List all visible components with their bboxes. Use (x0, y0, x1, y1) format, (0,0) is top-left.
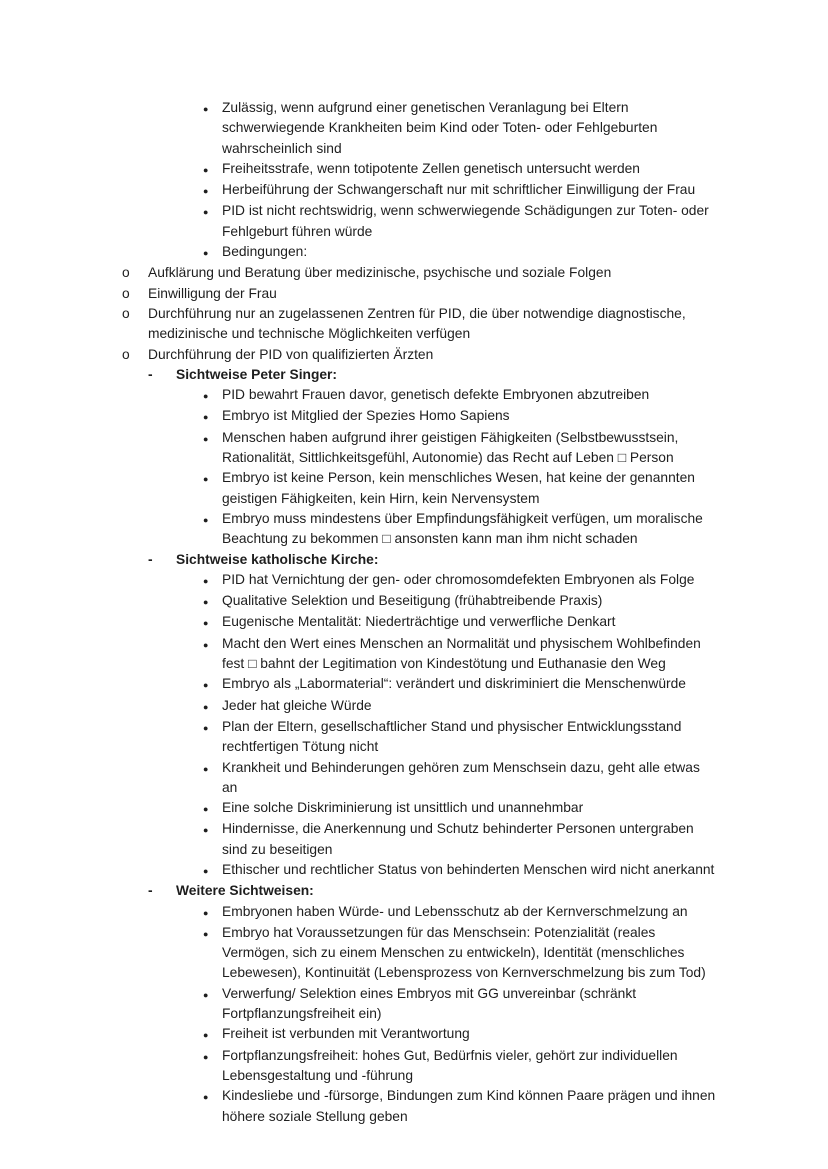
bullet-dot-marker: ● (203, 433, 209, 444)
list-heading-text: Weitere Sichtweisen: (176, 883, 314, 899)
list-item-text: Embryo als „Labormaterial“: verändert und diskriminiert die Menschenwürde (222, 676, 686, 692)
list-item (203, 428, 716, 469)
bullet-dot-marker: ● (203, 412, 209, 423)
bullet-dash-marker: - (148, 366, 153, 382)
list-item (122, 345, 716, 365)
list-item-text: Jeder hat gleiche Würde (222, 697, 372, 713)
list-item (203, 385, 716, 406)
list-item (203, 509, 716, 550)
bullet-dot-marker: ● (203, 575, 209, 586)
list-item-text: Embryo ist Mitglied der Spezies Homo Sapiens (222, 408, 510, 424)
list-item (203, 717, 716, 758)
list-item (203, 242, 716, 263)
list-item (203, 201, 716, 242)
bullet-dot-marker: ● (203, 1030, 209, 1041)
bullet-dash-marker: - (148, 551, 153, 567)
list-item-text: Krankheit und Behinderungen gehören zum Menschsein dazu, geht alle etwas an (222, 759, 700, 795)
bullet-dot-marker: ● (203, 865, 209, 876)
list-item (203, 902, 716, 923)
list-item-text: Embryo ist keine Person, kein menschliches Wesen, hat keine der genannten geistigen Fähigkeiten, kein Hirn, kein Nervensystem (222, 470, 695, 506)
list-item (203, 674, 716, 695)
list-item-text: Macht den Wert eines Menschen an Normalität und physischem Wohlbefinden fest □ bahnt der Legitimation von Kindestötung und Euthanasie den Weg (222, 635, 701, 672)
list-item (203, 180, 716, 201)
list-item (203, 591, 716, 612)
list-item-text: Herbeiführung der Schwangerschaft nur mit schriftlicher Einwilligung der Frau (222, 182, 696, 198)
bullet-dot-marker: ● (203, 907, 209, 918)
list-item (203, 1024, 716, 1045)
list-item (122, 304, 716, 345)
list-item-text: PID ist nicht rechtswidrig, wenn schwerwiegende Schädigungen zur Toten- oder Fehlgeburt führen würde (222, 203, 709, 239)
bullet-o-marker: o (122, 265, 130, 281)
list-item (122, 284, 716, 304)
list-item (203, 570, 716, 591)
bullet-dot-marker: ● (203, 474, 209, 485)
list-item-text: Embryonen haben Würde- und Lebensschutz ab der Kernverschmelzung an (222, 903, 688, 919)
bullet-dot-marker: ● (203, 207, 209, 218)
list-item (148, 550, 716, 570)
list-item-text: Ethischer und rechtlicher Status von behinderten Menschen wird nicht anerkannt (222, 861, 715, 877)
list-item (148, 365, 716, 385)
bullet-dot-marker: ● (203, 1092, 209, 1103)
bullet-dot-marker: ● (203, 597, 209, 608)
list-item-text: Durchführung der PID von qualifizierten Ärzten (148, 346, 434, 362)
list-heading-text: Sichtweise Peter Singer: (176, 366, 338, 382)
list-item-text: Einwilligung der Frau (148, 285, 277, 301)
bullet-dot-marker: ● (203, 701, 209, 712)
list-item-text: Kindesliebe und -fürsorge, Bindungen zum Kind können Paare prägen und ihnen höhere soziale Stellung geben (222, 1088, 716, 1124)
list-item-text: Embryo hat Voraussetzungen für das Menschsein: Potenzialität (reales Vermögen, sich zu einem Menschen zu entwickeln), Identität (menschliches Lebewesen), Kontinuität (Lebensprozess von Kernverschmelzung bis zum Tod) (222, 924, 706, 981)
document-list (122, 98, 716, 1127)
list-item-text: Durchführung nur an zugelassenen Zentren für PID, die über notwendige diagnostische, medizinische und technische Möglichkeiten verfügen (148, 305, 686, 342)
list-item-text: Menschen haben aufgrund ihrer geistigen Fähigkeiten (Selbstbewusstsein, Rationalität, Sittlichkeitsgefühl, Autonomie) das Recht auf Leben □ Person (222, 429, 679, 466)
list-item (148, 881, 716, 901)
list-item-text: Fortpflanzungsfreiheit: hohes Gut, Bedürfnis vieler, gehört zur individuellen Lebensgestaltung und -führung (222, 1047, 678, 1083)
list-item (203, 468, 716, 509)
bullet-dot-marker: ● (203, 104, 209, 114)
list-item (203, 1086, 716, 1127)
list-item (203, 98, 716, 159)
list-item-text: Embryo muss mindestens über Empfindungsfähigkeit verfügen, um moralische Beachtung zu bekommen □ ansonsten kann man ihm nicht schaden (222, 510, 703, 547)
list-item (203, 406, 716, 427)
list-item (203, 1046, 716, 1087)
list-item (203, 696, 716, 717)
bullet-dot-marker: ● (203, 618, 209, 629)
list-item (122, 263, 716, 283)
list-item (203, 819, 716, 860)
list-item (203, 159, 716, 180)
bullet-dot-marker: ● (203, 989, 209, 1000)
list-item (203, 984, 716, 1025)
list-item-text: Eugenische Mentalität: Niederträchtige und verwerfliche Denkart (222, 614, 616, 630)
bullet-dot-marker: ● (203, 391, 209, 402)
list-item-text: Zulässig, wenn aufgrund einer genetischen Veranlagung bei Eltern schwerwiegende Krankheiten beim Kind oder Toten- oder Fehlgeburten wahrscheinlich sind (222, 100, 658, 156)
bullet-dot-marker: ● (203, 1051, 209, 1062)
bullet-o-marker: o (122, 346, 130, 362)
list-item (203, 758, 716, 799)
bullet-o-marker: o (122, 285, 130, 301)
bullet-o-marker: o (122, 305, 130, 321)
bullet-dot-marker: ● (203, 514, 209, 525)
list-item-text: Qualitative Selektion und Beseitigung (frühabtreibende Praxis) (222, 593, 603, 609)
list-item (203, 612, 716, 633)
bullet-dot-marker: ● (203, 804, 209, 815)
list-item-text: Plan der Eltern, gesellschaftlicher Stand und physischer Entwicklungsstand rechtfertigen Tötung nicht (222, 718, 682, 755)
list-item-text: Aufklärung und Beratung über medizinische, psychische und soziale Folgen (148, 265, 612, 281)
list-item-text: Freiheitsstrafe, wenn totipotente Zellen genetisch untersucht werden (222, 160, 640, 176)
list-item-text: Freiheit ist verbunden mit Verantwortung (222, 1026, 470, 1042)
bullet-dot-marker: ● (203, 763, 209, 774)
bullet-dot-marker: ● (203, 248, 209, 259)
bullet-dot-marker: ● (203, 825, 209, 836)
bullet-dot-marker: ● (203, 186, 209, 197)
list-item-text: Hindernisse, die Anerkennung und Schutz behinderter Personen untergraben sind zu beseitigen (222, 821, 694, 857)
list-item-text: Bedingungen: (222, 244, 308, 260)
bullet-dot-marker: ● (203, 680, 209, 691)
list-item (203, 634, 716, 675)
bullet-dot-marker: ● (203, 928, 209, 939)
list-item (203, 860, 716, 881)
bullet-dot-marker: ● (203, 639, 209, 650)
bullet-dot-marker: ● (203, 722, 209, 733)
list-heading-text: Sichtweise katholische Kirche: (176, 551, 379, 567)
list-item-text: PID hat Vernichtung der gen- oder chromosomdefekten Embryonen als Folge (222, 571, 695, 587)
list-item (203, 798, 716, 819)
list-item-text: PID bewahrt Frauen davor, genetisch defekte Embryonen abzutreiben (222, 387, 650, 403)
list-item (203, 923, 716, 984)
bullet-dash-marker: - (148, 883, 153, 899)
list-item-text: Verwerfung/ Selektion eines Embryos mit GG unvereinbar (schränkt Fortpflanzungsfreiheit ein) (222, 985, 637, 1022)
list-item-text: Eine solche Diskriminierung ist unsittlich und unannehmbar (222, 800, 584, 816)
bullet-dot-marker: ● (203, 164, 209, 175)
